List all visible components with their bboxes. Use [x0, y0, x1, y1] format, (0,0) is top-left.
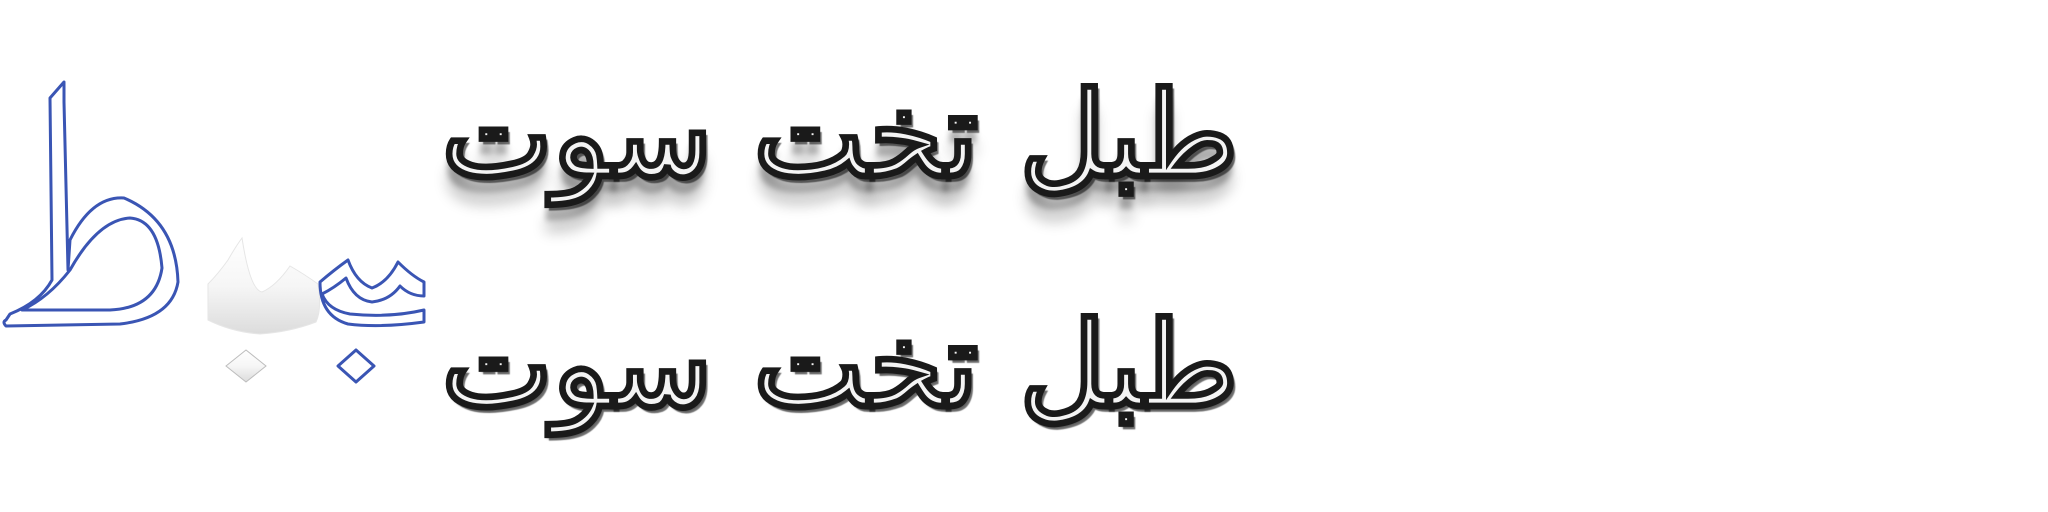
- beh-dot-filled: [226, 350, 266, 382]
- tah-glyph-outline: [4, 82, 178, 326]
- glyph-outline-specimen-icon: [0, 70, 430, 420]
- beh-glyph-filled: [208, 238, 320, 334]
- beh-glyph-outline: [320, 260, 424, 326]
- beh-dot-outline: [338, 350, 374, 382]
- sample-text-line-drop-shadow: طبل تخت سوت: [441, 65, 1239, 204]
- sample-text-line-plain: طبل تخت سوت: [441, 295, 1239, 434]
